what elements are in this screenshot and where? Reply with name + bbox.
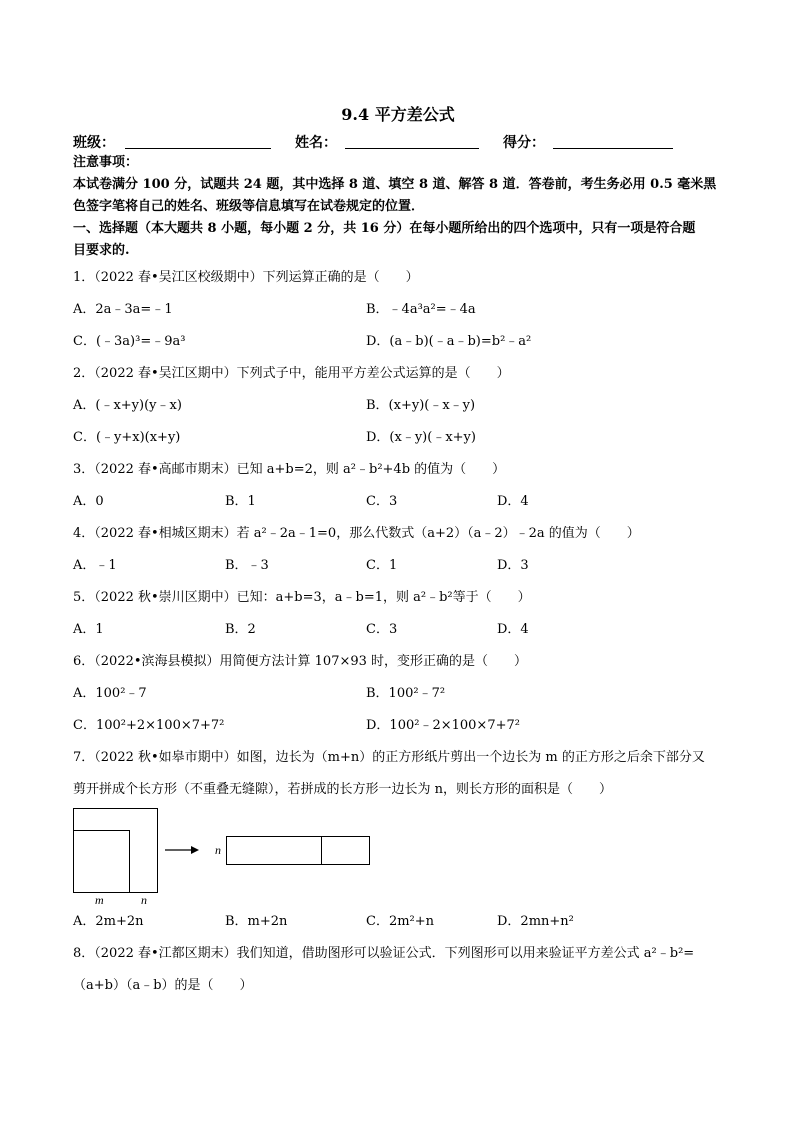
page-title: 9.4 平方差公式 (341, 105, 455, 124)
notes-line-2: 色签字笔将自己的姓名、班级等信息填写在试卷规定的位置． (73, 199, 425, 214)
class-field[interactable] (125, 148, 271, 149)
question-2-options-row-2 (73, 422, 723, 454)
square-to-rectangle-diagram (73, 806, 393, 906)
score-label: 得分： (503, 135, 545, 151)
question-7-stem-line-2: 剪开拼成个长方形（不重叠无缝隙），若拼成的长方形一边长为 n，则长方形的面积是（ ） (73, 782, 613, 797)
option-c[interactable]: C．(﹣y+x)(x+y) (73, 430, 181, 445)
section-line-2: 目要求的. (73, 243, 130, 258)
question-4-stem: 4．（2022 春•相城区期末）若 a²﹣2a﹣1=0，那么代数式（a+2）（a﹣2）﹣2a 的值为（ ） (73, 526, 640, 541)
arrow-icon (191, 846, 199, 854)
option-d[interactable]: D．4 (497, 494, 529, 509)
question-8-stem-line-2: （a+b）（a﹣b）的是（ ） (73, 978, 253, 993)
name-field[interactable] (345, 148, 479, 149)
option-a[interactable]: A．2a﹣3a=﹣1 (73, 302, 173, 317)
question-6-options-row-1 (73, 678, 723, 710)
question-5-options (73, 614, 723, 646)
question-7-options (73, 906, 723, 938)
question-6-stem: 6．（2022•滨海县模拟）用简便方法计算 107×93 时，变形正确的是（ ） (73, 654, 528, 669)
question-7-figure (73, 806, 723, 906)
option-c[interactable]: C．1 (366, 558, 398, 573)
question-1-options-row-1 (73, 294, 723, 326)
option-b[interactable]: B．100²﹣7² (366, 686, 446, 701)
question-3-stem: 3．（2022 春•高邮市期末）已知 a+b=2，则 a²﹣b²+4b 的值为（ ） (73, 462, 506, 477)
option-c[interactable]: C．2m²+n (366, 914, 435, 929)
class-label: 班级： (73, 135, 115, 151)
option-d[interactable]: D．100²﹣2×100×7+7² (366, 718, 520, 733)
question-1-options-row-2 (73, 326, 723, 358)
label-n-bottom: n (141, 893, 147, 906)
option-d[interactable]: D．3 (497, 558, 529, 573)
question-2-stem: 2．（2022 春•吴江区期中）下列式子中，能用平方差公式运算的是（ ） (73, 366, 510, 381)
option-a[interactable]: A．2m+2n (73, 914, 144, 929)
option-b[interactable]: B．2 (225, 622, 256, 637)
exam-page (73, 100, 723, 1002)
option-d[interactable]: D．2mn+n² (497, 914, 574, 929)
option-b[interactable]: B．m+2n (225, 914, 288, 929)
option-d[interactable]: D．(a﹣b)(﹣a﹣b)=b²﹣a² (366, 334, 532, 349)
question-7-stem-line-1: 7．（2022 秋•如皋市期中）如图，边长为（m+n）的正方形纸片剪出一个边长为 m 的正方形之后余下部分又 (73, 750, 705, 765)
question-8-stem-line-1: 8．（2022 春•江都区期末）我们知道，借助图形可以验证公式．下列图形可以用来验证平方差公式 a²﹣b²= (73, 946, 695, 961)
option-a[interactable]: A．100²﹣7 (73, 686, 147, 701)
question-5-stem: 5．（2022 秋•崇川区期中）已知：a+b=3，a﹣b=1，则 a²﹣b²等于（ ） (73, 590, 531, 605)
score-field[interactable] (553, 148, 673, 149)
option-a[interactable]: A．(﹣x+y)(y﹣x) (73, 398, 182, 413)
inner-square (74, 831, 130, 893)
question-3-options (73, 486, 723, 518)
option-c[interactable]: C．3 (366, 622, 398, 637)
option-c[interactable]: C．(﹣3a)³=﹣9a³ (73, 334, 186, 349)
option-b[interactable]: B．﹣3 (225, 558, 269, 573)
question-4-options (73, 550, 723, 582)
option-c[interactable]: C．3 (366, 494, 398, 509)
label-m: m (95, 893, 104, 906)
option-a[interactable]: A．1 (73, 622, 104, 637)
option-c[interactable]: C．100²+2×100×7+7² (73, 718, 225, 733)
notes-line-1: 本试卷满分 100 分，试题共 24 题，其中选择 8 道、填空 8 道、解答 8 道．答卷前，考生务必用 0.5 毫米黑 (73, 177, 717, 192)
option-d[interactable]: D．4 (497, 622, 529, 637)
label-n-side: n (215, 843, 221, 857)
question-2-options-row-1 (73, 390, 723, 422)
section-line-1: 一、选择题（本大题共 8 小题，每小题 2 分，共 16 分）在每小题所给出的四个选项中，只有一项是符合题 (73, 221, 696, 236)
option-a[interactable]: A．﹣1 (73, 558, 117, 573)
option-d[interactable]: D．(x﹣y)(﹣x+y) (366, 430, 476, 445)
result-rectangle (227, 837, 370, 865)
question-1-stem: 1．（2022 春•吴江区校级期中）下列运算正确的是（ ） (73, 270, 419, 285)
student-info-row (73, 130, 723, 152)
question-6-options-row-2 (73, 710, 723, 742)
option-b[interactable]: B．(x+y)(﹣x﹣y) (366, 398, 476, 413)
option-b[interactable]: B．1 (225, 494, 256, 509)
outer-square (74, 809, 158, 893)
notes-heading: 注意事项： (73, 155, 139, 170)
name-label: 姓名： (295, 135, 337, 151)
option-a[interactable]: A．0 (73, 494, 104, 509)
option-b[interactable]: B．﹣4a³a²=﹣4a (366, 302, 476, 317)
